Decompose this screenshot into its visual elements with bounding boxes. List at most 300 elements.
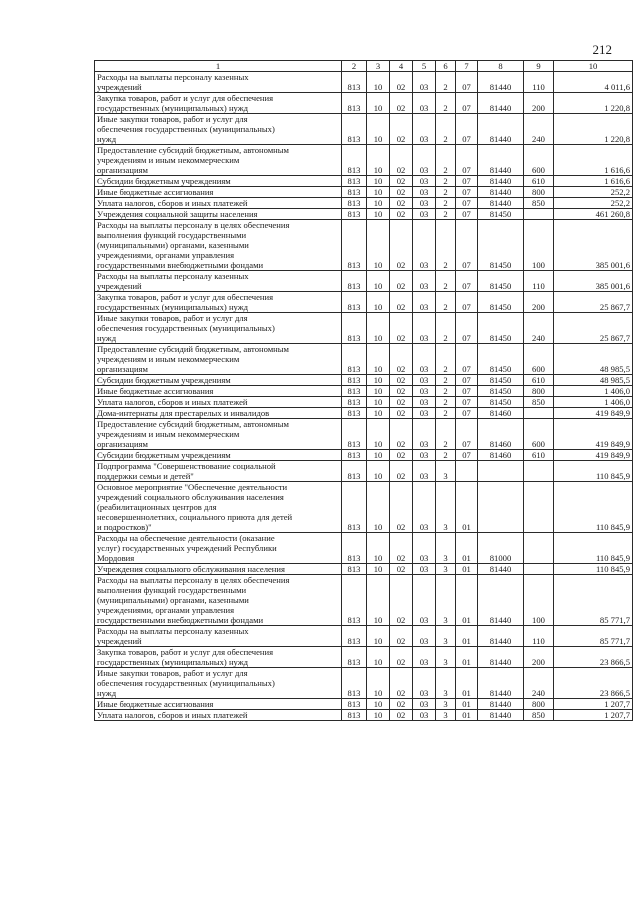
section-code: 10	[367, 533, 390, 564]
table-body	[95, 61, 633, 721]
amount-cell: 419 849,9	[554, 408, 633, 419]
ministry-code: 813	[342, 647, 367, 668]
subsection-code: 02	[390, 344, 413, 375]
section-code: 10	[367, 450, 390, 461]
subsection-code: 02	[390, 209, 413, 220]
expense-type-code: 600	[524, 344, 554, 375]
table-row	[95, 313, 633, 344]
ministry-code: 813	[342, 72, 367, 93]
event-code: 07	[456, 209, 478, 220]
section-code: 10	[367, 668, 390, 699]
direction-code: 81460	[478, 419, 524, 450]
amount-cell: 25 867,7	[554, 292, 633, 313]
row-name-line: Закупка товаров, работ и услуг для обеспечения	[97, 93, 274, 103]
amount-cell: 1 616,6	[554, 145, 633, 176]
event-code: 01	[456, 482, 478, 533]
program-code: 03	[413, 176, 436, 187]
table-row	[95, 699, 633, 710]
header-cell: 6	[436, 61, 456, 72]
row-name-line: нужд	[97, 134, 117, 144]
row-name-cell	[95, 187, 342, 198]
subsection-code: 02	[390, 710, 413, 721]
ministry-code: 813	[342, 292, 367, 313]
event-code: 07	[456, 176, 478, 187]
table-row	[95, 375, 633, 386]
expense-type-code	[524, 482, 554, 533]
subprogram-code: 3	[436, 699, 456, 710]
amount-cell: 48 985,5	[554, 375, 633, 386]
expense-type-code: 200	[524, 647, 554, 668]
event-code: 07	[456, 220, 478, 271]
event-code: 07	[456, 375, 478, 386]
header-cell: 9	[524, 61, 554, 72]
amount-cell: 252,2	[554, 198, 633, 209]
direction-code: 81440	[478, 575, 524, 626]
row-name-cell	[95, 482, 342, 533]
subsection-code: 02	[390, 386, 413, 397]
row-name-line: Расходы на обеспечение деятельности (оказание	[97, 533, 275, 543]
row-name-line: и подростков)"	[97, 522, 152, 532]
section-code: 10	[367, 187, 390, 198]
direction-code: 81440	[478, 187, 524, 198]
ministry-code: 813	[342, 386, 367, 397]
row-name-line: Расходы на выплаты персоналу в целях обеспечения	[97, 220, 290, 230]
page-number: 212	[592, 42, 612, 57]
event-code: 07	[456, 145, 478, 176]
subprogram-code: 2	[436, 397, 456, 408]
expense-type-code: 610	[524, 176, 554, 187]
section-code: 10	[367, 93, 390, 114]
direction-code: 81450	[478, 271, 524, 292]
table-header-row	[95, 61, 633, 72]
event-code: 01	[456, 626, 478, 647]
section-code: 10	[367, 292, 390, 313]
expense-type-code: 200	[524, 292, 554, 313]
ministry-code: 813	[342, 668, 367, 699]
table-row	[95, 575, 633, 626]
row-name-line: нужд	[97, 333, 117, 343]
ministry-code: 813	[342, 564, 367, 575]
row-name-cell	[95, 375, 342, 386]
event-code: 07	[456, 408, 478, 419]
amount-cell: 25 867,7	[554, 313, 633, 344]
row-name-cell	[95, 419, 342, 450]
amount-cell: 4 011,6	[554, 72, 633, 93]
row-name-line: нужд	[97, 688, 117, 698]
row-name-line: учреждениям и иным некоммерческим	[97, 354, 240, 364]
amount-cell: 110 845,9	[554, 461, 633, 482]
row-name-line: Субсидии бюджетным учреждениям	[97, 176, 231, 186]
table-row	[95, 564, 633, 575]
event-code: 07	[456, 72, 478, 93]
section-code: 10	[367, 114, 390, 145]
header-cell: 7	[456, 61, 478, 72]
section-code: 10	[367, 575, 390, 626]
subsection-code: 02	[390, 187, 413, 198]
row-name-cell	[95, 344, 342, 375]
row-name-line: несовершеннолетних, социального приюта для детей	[97, 512, 293, 522]
row-name-cell	[95, 699, 342, 710]
event-code: 07	[456, 187, 478, 198]
program-code: 03	[413, 375, 436, 386]
row-name-line: Уплата налогов, сборов и иных платежей	[97, 198, 248, 208]
section-code: 10	[367, 482, 390, 533]
expense-type-code: 600	[524, 419, 554, 450]
section-code: 10	[367, 461, 390, 482]
program-code: 03	[413, 710, 436, 721]
row-name-line: учреждениями, органами управления	[97, 250, 235, 260]
section-code: 10	[367, 386, 390, 397]
table-row	[95, 72, 633, 93]
section-code: 10	[367, 397, 390, 408]
row-name-line: учреждениями, органами управления	[97, 605, 235, 615]
expense-type-code: 600	[524, 145, 554, 176]
subsection-code: 02	[390, 408, 413, 419]
program-code: 03	[413, 271, 436, 292]
ministry-code: 813	[342, 461, 367, 482]
ministry-code: 813	[342, 176, 367, 187]
event-code: 01	[456, 710, 478, 721]
event-code	[456, 461, 478, 482]
amount-cell: 1 207,7	[554, 699, 633, 710]
subprogram-code: 2	[436, 114, 456, 145]
direction-code: 81440	[478, 72, 524, 93]
row-name-line: выполнения функций государственными	[97, 230, 247, 240]
row-name-line: Подпрограмма "Совершенствование социальной	[97, 461, 276, 471]
table-row	[95, 397, 633, 408]
row-name-cell	[95, 461, 342, 482]
subsection-code: 02	[390, 397, 413, 408]
expense-type-code	[524, 408, 554, 419]
row-name-line: выполнения функций государственными	[97, 585, 247, 595]
subprogram-code: 2	[436, 145, 456, 176]
row-name-line: услуг) государственных учреждений Республики	[97, 543, 277, 553]
row-name-line: государственными внебюджетными фондами	[97, 615, 264, 625]
row-name-line: Иные бюджетные ассигнования	[97, 386, 214, 396]
row-name-line: учреждений	[97, 82, 142, 92]
event-code: 01	[456, 533, 478, 564]
expense-type-code: 110	[524, 271, 554, 292]
row-name-line: Учреждения социального обслуживания населения	[97, 564, 285, 574]
subprogram-code: 2	[436, 176, 456, 187]
row-name-line: учреждений	[97, 281, 142, 291]
row-name-cell	[95, 198, 342, 209]
row-name-line: учреждений	[97, 636, 142, 646]
header-cell: 5	[413, 61, 436, 72]
event-code: 01	[456, 647, 478, 668]
section-code: 10	[367, 375, 390, 386]
program-code: 03	[413, 699, 436, 710]
section-code: 10	[367, 271, 390, 292]
direction-code: 81440	[478, 93, 524, 114]
direction-code: 81450	[478, 375, 524, 386]
row-name-line: обеспечения государственных (муниципальных)	[97, 323, 275, 333]
expense-type-code: 850	[524, 397, 554, 408]
row-name-cell	[95, 386, 342, 397]
program-code: 03	[413, 209, 436, 220]
amount-cell: 1 406,0	[554, 386, 633, 397]
expense-type-code: 110	[524, 626, 554, 647]
section-code: 10	[367, 699, 390, 710]
table-row	[95, 187, 633, 198]
row-name-cell	[95, 397, 342, 408]
table-row	[95, 668, 633, 699]
row-name-cell	[95, 408, 342, 419]
amount-cell: 48 985,5	[554, 344, 633, 375]
section-code: 10	[367, 626, 390, 647]
event-code: 07	[456, 450, 478, 461]
subprogram-code: 2	[436, 375, 456, 386]
direction-code: 81440	[478, 176, 524, 187]
section-code: 10	[367, 647, 390, 668]
section-code: 10	[367, 419, 390, 450]
table-row	[95, 419, 633, 450]
row-name-line: обеспечения государственных (муниципальных)	[97, 124, 275, 134]
row-name-line: Расходы на выплаты персоналу в целях обеспечения	[97, 575, 290, 585]
subprogram-code: 2	[436, 344, 456, 375]
row-name-line: Иные бюджетные ассигнования	[97, 699, 214, 709]
row-name-line: Иные закупки товаров, работ и услуг для	[97, 114, 248, 124]
amount-cell: 1 207,7	[554, 710, 633, 721]
row-name-line: Субсидии бюджетным учреждениям	[97, 375, 231, 385]
table-row	[95, 482, 633, 533]
row-name-cell	[95, 176, 342, 187]
row-name-line: государственных (муниципальных) нужд	[97, 302, 249, 312]
expense-type-code: 240	[524, 114, 554, 145]
expense-type-code	[524, 564, 554, 575]
row-name-line: учреждениям и иным некоммерческим	[97, 155, 240, 165]
subsection-code: 02	[390, 626, 413, 647]
subsection-code: 02	[390, 198, 413, 209]
subsection-code: 02	[390, 647, 413, 668]
expense-type-code: 800	[524, 187, 554, 198]
budget-table	[94, 60, 633, 721]
subprogram-code: 3	[436, 668, 456, 699]
direction-code: 81460	[478, 450, 524, 461]
section-code: 10	[367, 145, 390, 176]
subsection-code: 02	[390, 114, 413, 145]
row-name-cell	[95, 710, 342, 721]
row-name-line: Иные бюджетные ассигнования	[97, 187, 214, 197]
row-name-line: Предоставление субсидий бюджетным, автономным	[97, 344, 289, 354]
program-code: 03	[413, 198, 436, 209]
row-name-cell	[95, 647, 342, 668]
row-name-line: организациям	[97, 364, 148, 374]
subsection-code: 02	[390, 145, 413, 176]
row-name-line: поддержки семьи и детей"	[97, 471, 194, 481]
header-cell: 2	[342, 61, 367, 72]
row-name-line: государственных (муниципальных) нужд	[97, 103, 249, 113]
ministry-code: 813	[342, 114, 367, 145]
direction-code: 81450	[478, 344, 524, 375]
event-code: 07	[456, 93, 478, 114]
subprogram-code: 2	[436, 271, 456, 292]
ministry-code: 813	[342, 313, 367, 344]
subsection-code: 02	[390, 176, 413, 187]
expense-type-code: 850	[524, 710, 554, 721]
program-code: 03	[413, 72, 436, 93]
header-cell: 1	[95, 61, 342, 72]
row-name-cell	[95, 668, 342, 699]
event-code: 07	[456, 397, 478, 408]
table-row	[95, 292, 633, 313]
subsection-code: 02	[390, 461, 413, 482]
amount-cell: 110 845,9	[554, 482, 633, 533]
program-code: 03	[413, 419, 436, 450]
ministry-code: 813	[342, 198, 367, 209]
amount-cell: 85 771,7	[554, 626, 633, 647]
section-code: 10	[367, 198, 390, 209]
program-code: 03	[413, 533, 436, 564]
ministry-code: 813	[342, 699, 367, 710]
row-name-cell	[95, 313, 342, 344]
row-name-cell	[95, 564, 342, 575]
subsection-code: 02	[390, 575, 413, 626]
subsection-code: 02	[390, 220, 413, 271]
event-code: 07	[456, 344, 478, 375]
subprogram-code: 3	[436, 575, 456, 626]
section-code: 10	[367, 220, 390, 271]
program-code: 03	[413, 313, 436, 344]
subsection-code: 02	[390, 72, 413, 93]
program-code: 03	[413, 145, 436, 176]
amount-cell: 385 001,6	[554, 271, 633, 292]
subprogram-code: 2	[436, 220, 456, 271]
event-code: 01	[456, 699, 478, 710]
subsection-code: 02	[390, 482, 413, 533]
direction-code: 81440	[478, 699, 524, 710]
row-name-cell	[95, 145, 342, 176]
row-name-line: государственными внебюджетными фондами	[97, 260, 264, 270]
row-name-line: Закупка товаров, работ и услуг для обеспечения	[97, 647, 274, 657]
row-name-cell	[95, 292, 342, 313]
table-row	[95, 450, 633, 461]
direction-code	[478, 482, 524, 533]
section-code: 10	[367, 176, 390, 187]
subprogram-code: 2	[436, 93, 456, 114]
ministry-code: 813	[342, 626, 367, 647]
subsection-code: 02	[390, 668, 413, 699]
subsection-code: 02	[390, 375, 413, 386]
section-code: 10	[367, 344, 390, 375]
direction-code: 81440	[478, 668, 524, 699]
expense-type-code: 110	[524, 72, 554, 93]
direction-code: 81460	[478, 408, 524, 419]
subprogram-code: 3	[436, 710, 456, 721]
ministry-code: 813	[342, 220, 367, 271]
header-cell: 3	[367, 61, 390, 72]
row-name-line: учреждений социального обслуживания населения	[97, 492, 284, 502]
ministry-code: 813	[342, 419, 367, 450]
amount-cell: 110 845,9	[554, 564, 633, 575]
amount-cell: 419 849,9	[554, 450, 633, 461]
expense-type-code: 200	[524, 93, 554, 114]
row-name-line: Мордовия	[97, 553, 135, 563]
ministry-code: 813	[342, 482, 367, 533]
amount-cell: 385 001,6	[554, 220, 633, 271]
event-code: 07	[456, 292, 478, 313]
expense-type-code: 610	[524, 450, 554, 461]
subprogram-code: 2	[436, 209, 456, 220]
subprogram-code: 2	[436, 313, 456, 344]
event-code: 01	[456, 575, 478, 626]
direction-code: 81440	[478, 626, 524, 647]
row-name-cell	[95, 450, 342, 461]
ministry-code: 813	[342, 375, 367, 386]
subsection-code: 02	[390, 271, 413, 292]
row-name-line: Учреждения социальной защиты населения	[97, 209, 258, 219]
table-row	[95, 209, 633, 220]
row-name-line: Уплата налогов, сборов и иных платежей	[97, 710, 248, 720]
program-code: 03	[413, 668, 436, 699]
row-name-cell	[95, 533, 342, 564]
row-name-line: государственных (муниципальных) нужд	[97, 657, 249, 667]
table-row	[95, 114, 633, 145]
direction-code: 81440	[478, 145, 524, 176]
direction-code	[478, 461, 524, 482]
row-name-line: Субсидии бюджетным учреждениям	[97, 450, 231, 460]
subsection-code: 02	[390, 313, 413, 344]
program-code: 03	[413, 397, 436, 408]
program-code: 03	[413, 461, 436, 482]
expense-type-code	[524, 461, 554, 482]
ministry-code: 813	[342, 575, 367, 626]
direction-code: 81000	[478, 533, 524, 564]
expense-type-code: 800	[524, 386, 554, 397]
event-code: 07	[456, 313, 478, 344]
subprogram-code: 2	[436, 419, 456, 450]
amount-cell: 110 845,9	[554, 533, 633, 564]
section-code: 10	[367, 209, 390, 220]
table-row	[95, 461, 633, 482]
amount-cell: 461 260,8	[554, 209, 633, 220]
row-name-line: Предоставление субсидий бюджетным, автономным	[97, 419, 289, 429]
program-code: 03	[413, 575, 436, 626]
ministry-code: 813	[342, 344, 367, 375]
subsection-code: 02	[390, 419, 413, 450]
table-row	[95, 344, 633, 375]
expense-type-code: 240	[524, 668, 554, 699]
program-code: 03	[413, 408, 436, 419]
program-code: 03	[413, 450, 436, 461]
direction-code: 81440	[478, 114, 524, 145]
program-code: 03	[413, 626, 436, 647]
section-code: 10	[367, 313, 390, 344]
program-code: 03	[413, 292, 436, 313]
row-name-line: учреждениям и иным некоммерческим	[97, 429, 240, 439]
table-row	[95, 408, 633, 419]
row-name-line: Предоставление субсидий бюджетным, автономным	[97, 145, 289, 155]
row-name-line: Расходы на выплаты персоналу казенных	[97, 72, 249, 82]
subsection-code: 02	[390, 292, 413, 313]
row-name-cell	[95, 72, 342, 93]
expense-type-code: 610	[524, 375, 554, 386]
direction-code: 81450	[478, 220, 524, 271]
expense-type-code	[524, 533, 554, 564]
program-code: 03	[413, 564, 436, 575]
program-code: 03	[413, 220, 436, 271]
header-cell: 4	[390, 61, 413, 72]
subprogram-code: 2	[436, 198, 456, 209]
expense-type-code	[524, 209, 554, 220]
table-row	[95, 198, 633, 209]
section-code: 10	[367, 408, 390, 419]
table-row	[95, 710, 633, 721]
subprogram-code: 2	[436, 450, 456, 461]
table-row	[95, 533, 633, 564]
event-code: 01	[456, 668, 478, 699]
expense-type-code: 240	[524, 313, 554, 344]
